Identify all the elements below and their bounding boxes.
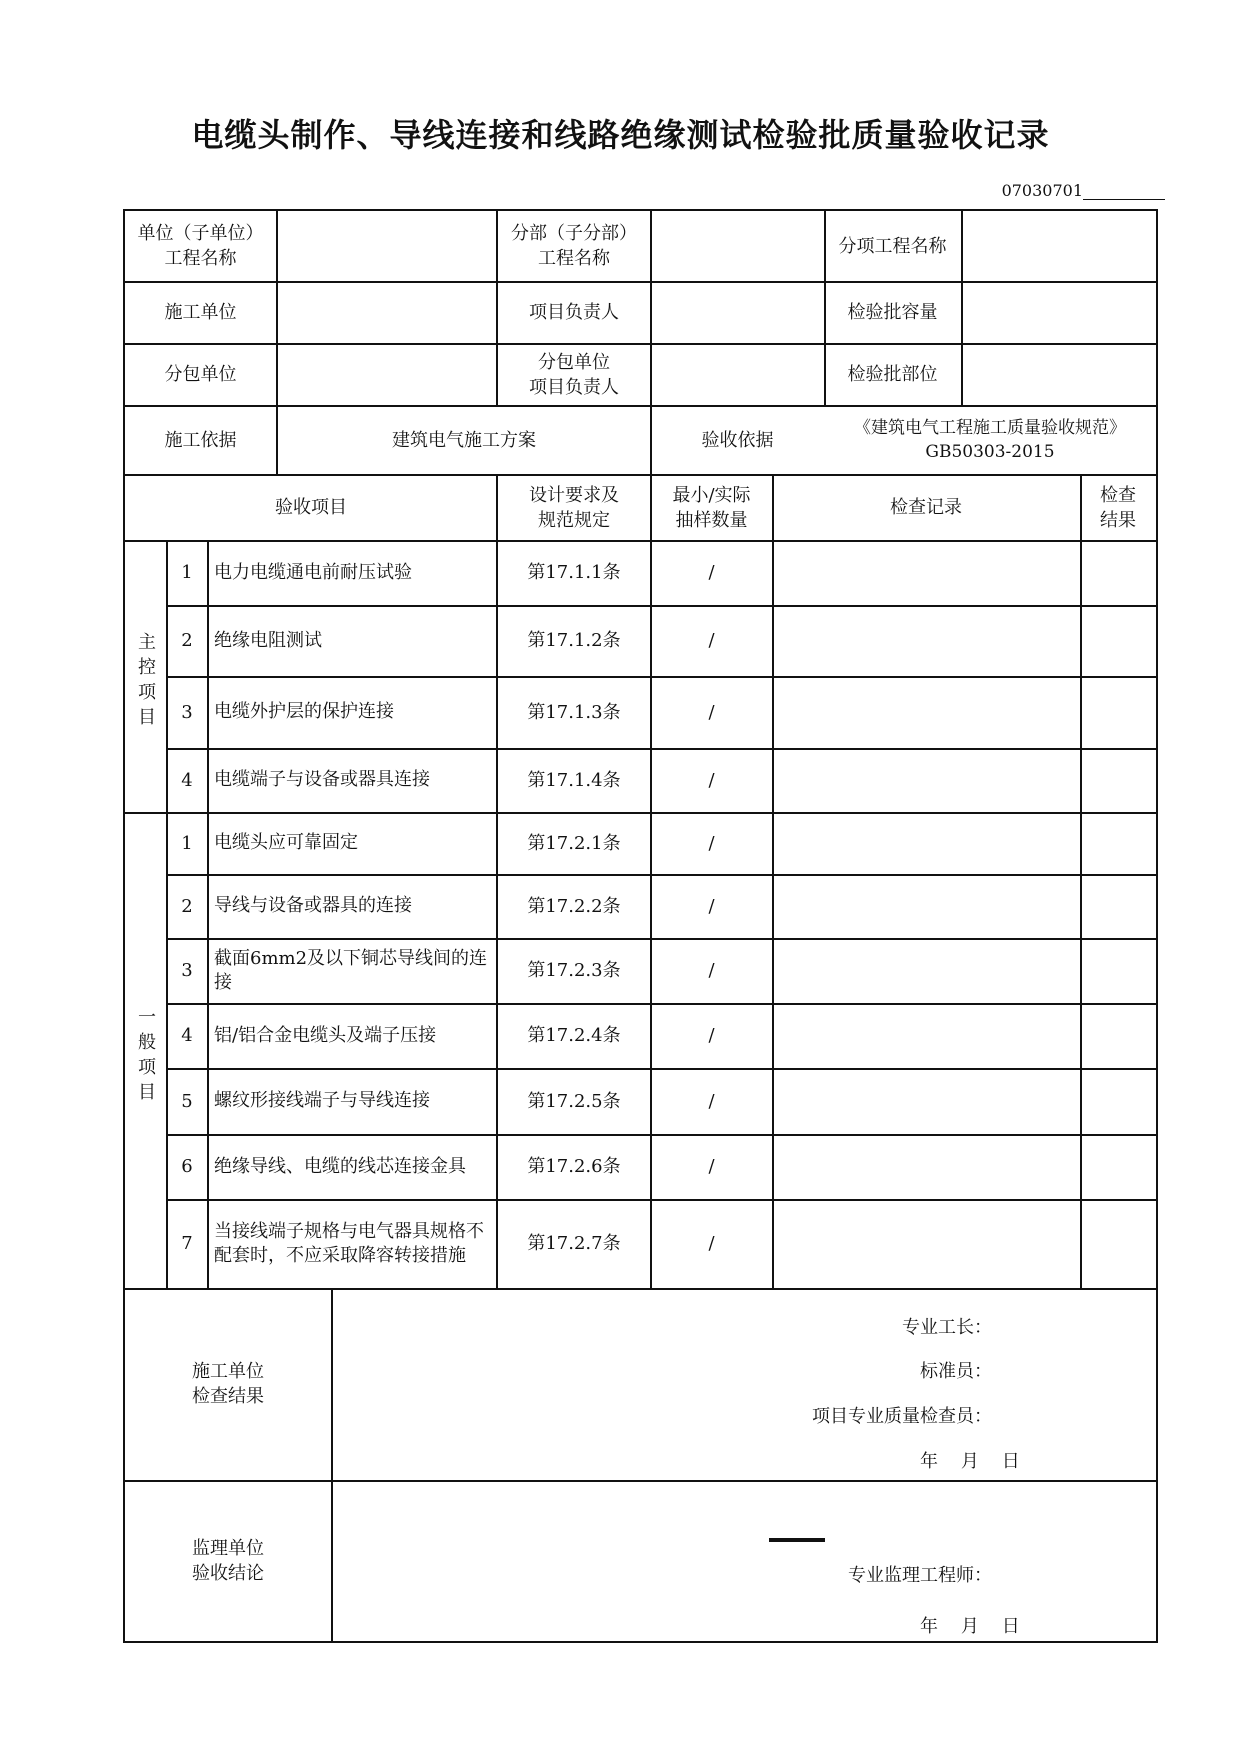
general-item-name: 铝/铝合金电缆头及端子压接 (214, 1024, 437, 1046)
general-item-no: 1 (181, 832, 193, 854)
main-item-sample: / (708, 769, 715, 791)
subcontractor-label: 分包单位 (164, 364, 237, 385)
division-label: 分部（子分部） 工程名称 (511, 223, 637, 269)
general-item-sample: / (708, 1025, 715, 1046)
general-item-clause: 第17.2.2条 (527, 895, 621, 917)
division-field[interactable] (651, 211, 824, 281)
form-code-suffix-blank[interactable] (1083, 185, 1165, 200)
col-record-header: 检查记录 (890, 497, 962, 518)
project-manager-field[interactable] (651, 282, 824, 343)
main-item-no: 1 (181, 562, 193, 583)
general-item-sample: / (708, 960, 715, 981)
general-item-clause: 第17.2.4条 (527, 1025, 621, 1046)
general-item-clause: 第17.2.6条 (527, 1156, 621, 1177)
general-item-no: 5 (181, 1090, 193, 1112)
general-item-clause: 第17.2.5条 (527, 1090, 621, 1112)
main-item-record-field[interactable] (773, 676, 1080, 748)
general-item-result-field[interactable] (1081, 812, 1156, 874)
general-item-no: 7 (181, 1233, 193, 1254)
general-item-record-field[interactable] (773, 1068, 1080, 1134)
general-item-sample: / (708, 832, 715, 854)
general-item-record-field[interactable] (773, 1134, 1080, 1199)
general-group-label: 一 般 项 目 (138, 1007, 156, 1103)
main-item-name: 电缆端子与设备或器具连接 (214, 769, 430, 790)
construction-check-area[interactable] (332, 1288, 1156, 1480)
main-item-clause: 第17.1.3条 (527, 701, 621, 723)
general-item-name: 绝缘导线、电缆的线芯连接金具 (214, 1155, 466, 1177)
general-item-record-field[interactable] (773, 938, 1080, 1003)
batch-capacity-field[interactable] (961, 282, 1156, 343)
main-item-no: 2 (181, 630, 193, 651)
construction-check-label: 施工单位 检查结果 (192, 1361, 264, 1407)
col-requirement-header: 设计要求及 规范规定 (529, 484, 619, 531)
main-item-result-field[interactable] (1081, 605, 1156, 676)
general-item-sample: / (708, 895, 715, 917)
general-item-sample: / (708, 1090, 715, 1112)
main-item-sample: / (708, 562, 715, 583)
general-item-name: 当接线端子规格与电气器具规格不配套时，不应采取降容转接措施 (214, 1220, 484, 1266)
main-item-name: 绝缘电阻测试 (214, 629, 322, 651)
col-result-header: 检查 结果 (1100, 484, 1136, 531)
subcontractor-field[interactable] (277, 344, 497, 405)
general-item-no: 3 (181, 960, 193, 981)
general-item-clause: 第17.2.1条 (527, 832, 621, 854)
general-item-result-field[interactable] (1081, 1003, 1156, 1068)
main-group-label: 主 控 项 目 (138, 632, 156, 728)
main-item-result-field[interactable] (1081, 540, 1156, 605)
page-title: 电缆头制作、导线连接和线路绝缘测试检验批质量验收记录 (191, 116, 1050, 154)
main-item-record-field[interactable] (773, 540, 1080, 605)
general-item-sample: / (708, 1233, 715, 1254)
general-item-result-field[interactable] (1081, 1134, 1156, 1199)
acceptance-basis-value: 《建筑电气工程施工质量验收规范》 GB50303-2015 (854, 418, 1126, 462)
supervision-area[interactable] (332, 1481, 1156, 1641)
batch-capacity-label: 检验批容量 (847, 302, 938, 323)
general-item-no: 6 (181, 1156, 193, 1177)
acceptance-basis-label: 验收依据 (701, 429, 774, 451)
general-item-record-field[interactable] (773, 1003, 1080, 1068)
construction-unit-label: 施工单位 (164, 302, 237, 323)
supervision-label: 监理单位 验收结论 (192, 1538, 264, 1584)
general-item-name: 电缆头应可靠固定 (214, 832, 358, 853)
general-item-clause: 第17.2.7条 (527, 1233, 621, 1254)
unit-name-label: 单位（子单位） 工程名称 (137, 223, 264, 269)
general-item-name: 螺纹形接线端子与导线连接 (214, 1090, 430, 1111)
main-item-no: 4 (181, 769, 193, 791)
main-item-record-field[interactable] (773, 748, 1080, 812)
subitem-label: 分项工程名称 (838, 235, 947, 257)
main-item-clause: 第17.1.2条 (527, 630, 621, 651)
general-item-record-field[interactable] (773, 812, 1080, 874)
general-item-clause: 第17.2.3条 (527, 960, 621, 981)
main-item-no: 3 (181, 701, 193, 723)
standard-officer-label: 标准员： (920, 1361, 992, 1382)
main-item-name: 电力电缆通电前耐压试验 (214, 561, 412, 583)
main-item-name: 电缆外护层的保护连接 (214, 701, 394, 722)
construction-date-label: 年 月 日 (920, 1451, 1020, 1472)
unit-name-field[interactable] (277, 211, 497, 281)
basis-label: 施工依据 (164, 429, 237, 451)
general-item-result-field[interactable] (1081, 1068, 1156, 1134)
main-item-sample: / (708, 630, 715, 651)
main-item-result-field[interactable] (1081, 748, 1156, 812)
col-sample-header: 最小/实际 抽样数量 (672, 484, 751, 531)
general-item-result-field[interactable] (1081, 874, 1156, 938)
form-code-number: 07030701 (1001, 181, 1083, 200)
general-item-result-field[interactable] (1081, 938, 1156, 1003)
general-item-name: 导线与设备或器具的连接 (214, 895, 412, 916)
main-item-clause: 第17.1.1条 (527, 562, 621, 583)
subitem-field[interactable] (961, 211, 1156, 281)
main-item-clause: 第17.1.4条 (527, 769, 621, 791)
form-code (1002, 181, 1165, 200)
general-item-record-field[interactable] (773, 1199, 1080, 1288)
general-item-name: 截面6mm2及以下铜芯导线间的连接 (214, 947, 488, 993)
col-item-header: 验收项目 (275, 497, 347, 518)
general-item-sample: / (708, 1156, 715, 1177)
general-item-no: 2 (181, 895, 193, 917)
project-manager-label: 项目负责人 (529, 302, 619, 323)
supervision-engineer-label: 专业监理工程师： (848, 1565, 992, 1586)
basis-value: 建筑电气施工方案 (392, 429, 536, 451)
main-item-sample: / (708, 701, 715, 723)
batch-location-field[interactable] (961, 344, 1156, 405)
construction-unit-field[interactable] (277, 282, 497, 343)
supervision-date-label: 年 月 日 (920, 1616, 1020, 1637)
general-item-result-field[interactable] (1081, 1199, 1156, 1288)
general-item-no: 4 (181, 1025, 193, 1046)
batch-location-label: 检验批部位 (847, 364, 938, 385)
sub-manager-field[interactable] (651, 344, 824, 405)
main-item-record-field[interactable] (773, 605, 1080, 676)
sub-manager-label: 分包单位 项目负责人 (529, 351, 619, 398)
general-item-record-field[interactable] (773, 874, 1080, 938)
main-item-result-field[interactable] (1081, 676, 1156, 748)
foreman-label: 专业工长： (902, 1317, 992, 1338)
quality-inspector-label: 项目专业质量检查员： (812, 1406, 992, 1427)
signature-dash (769, 1538, 825, 1542)
